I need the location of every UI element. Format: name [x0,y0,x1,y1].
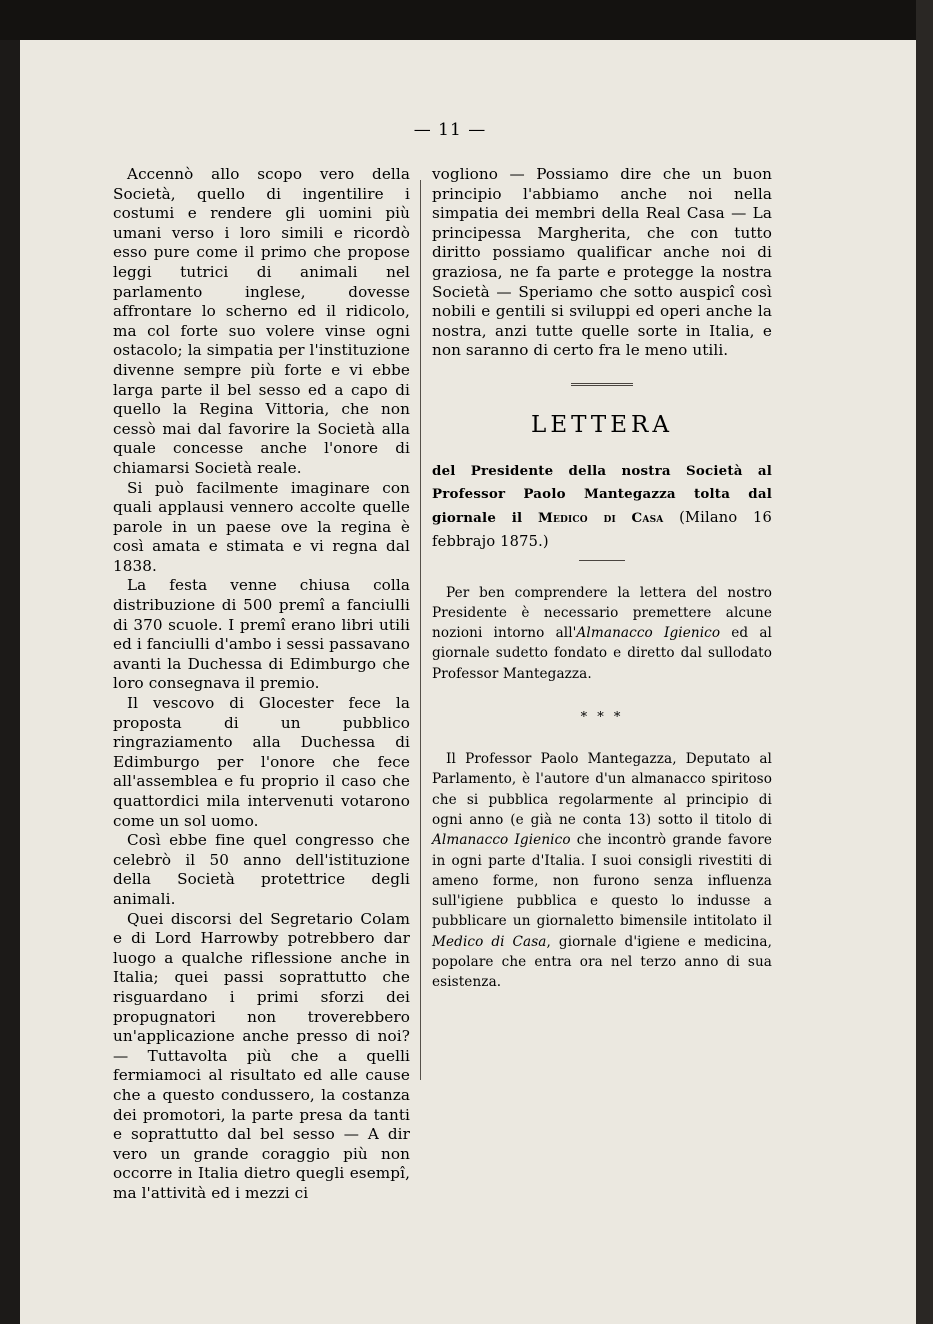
scan-right-border [916,0,933,1324]
paragraph: Quei discorsi del Segretario Colam e di Lord Harrowby potrebbero dar luogo a qualche riflessione anche in Italia; quei passi soprattutto che risguardano i primi sforzi dei propugnatori non troverebbero un'applicazione anche presso di noi? — Tuttavolta più che a quelli fermiamoci al risultato ed alle cause che a questo condussero, la costanza dei promotori, la parte presa da tanti e soprattutto dal bel sesso — A dir vero un grande coraggio più non occorre in Italia dietro quegli esempî, ma l'attività ed i mezzi ci [113,909,410,1202]
paragraph: La festa venne chiusa colla distribuzione di 500 premî a fanciulli di 370 scuole. I premî erano libri utili ed i fanciulli d'ambo i sessi passavano avanti la Duchessa di Edimburgo che loro consegnava il premio. [113,576,410,693]
paragraph: Così ebbe fine quel congresso che celebrò il 50 anno dell'istituzione della Società protettrice degli animali. [113,831,410,908]
intro-date: (Milano 16 febbrajo 1875.) [432,508,772,550]
paragraph [432,749,772,993]
asterism: * * * [580,710,624,726]
paragraph: Si può facilmente imaginare con quali applausi vennero accolte quelle parole in un paese ove la regina è così amata e stimata e vi regna dal 1838. [113,478,410,575]
paragraph: Accennò allo scopo vero della Società, quello di ingentilire i costumi e rendere gli uomini più umani verso i loro simili e ricordò esso pure come il primo che propose leggi tutrici di animali nel parlamento inglese, dovesse affrontare lo scherno ed il ridicolo, ma col forte suo volere vinse ogni ostacolo; la simpatia per l'instituzione divenne sempre più forte e vi ebbe larga parte il bel sesso ed a capo di quello la Regina Vittoria, che non cessò mai dal favorire la Società alla quale concesse anche l'onore di chiamarsi Società reale. [113,165,410,477]
column-divider [420,180,421,1080]
text-run: ed al giornale sudetto fondato e diretto dal sullodato Professor Mantegazza. [432,625,772,682]
double-rule [571,383,633,386]
right-column [432,165,772,993]
paragraph [432,583,772,684]
page-number: — 11 — [413,120,487,140]
italic-title: Medico di Casa [432,933,547,950]
intro-text: del Presidente della nostra Società al Professor Paolo Mantegazza tolta dal giornale il [432,462,772,526]
scan-top-border [0,0,933,40]
text-run: Il Professor Paolo Mantegazza, Deputato al Parlamento, è l'autore d'un almanacco spiritoso che si pubblica regolarmente al principio di ogni anno (e già ne conta 13) sotto il titolo di [432,751,772,828]
section-heading: LETTERA [531,411,673,438]
text-run: , giornale d'igiene e medicina, popolare che entra ora nel terzo anno di sua esistenza. [432,933,772,991]
short-rule [579,560,625,561]
text-run: Per ben comprendere la lettera del nostro Presidente è necessario premettere alcune nozioni intorno all' [432,584,772,642]
letter-intro [432,460,772,554]
italic-title: Almanacco Igienico [432,832,571,849]
text-run: che incontrò grande favore in ogni parte d'Italia. I suoi consigli rivestiti di ameno forme, non furono senza influenza sull'igiene pubblica e questo lo indusse a pubblicare un giornaletto bimensile intitolato il [432,832,773,930]
continuation-paragraph: vogliono — Possiamo dire che un buon principio l'abbiamo anche noi nella simpatia dei membri della Real Casa — La principessa Margherita, che con tutto diritto possiamo qualificar anche noi di graziosa, ne fa parte e protegge la nostra Società — Speriamo che sotto auspicî così nobili e gentili si sviluppi ed operi anche la nostra, anzi tutte quelle sorte in Italia, e non saranno di certo fra le meno utili. [432,165,772,360]
italic-title: Almanacco Igienico [576,625,721,642]
journal-name: Medico di Casa [537,509,664,526]
left-column [113,165,410,1203]
paragraph: Il vescovo di Glocester fece la proposta di un pubblico ringraziamento alla Duchessa di Edimburgo per l'onore che fece all'assemblea e fu proprio il caso che quattordici mila intervenuti votarono come un sol uomo. [113,694,410,830]
